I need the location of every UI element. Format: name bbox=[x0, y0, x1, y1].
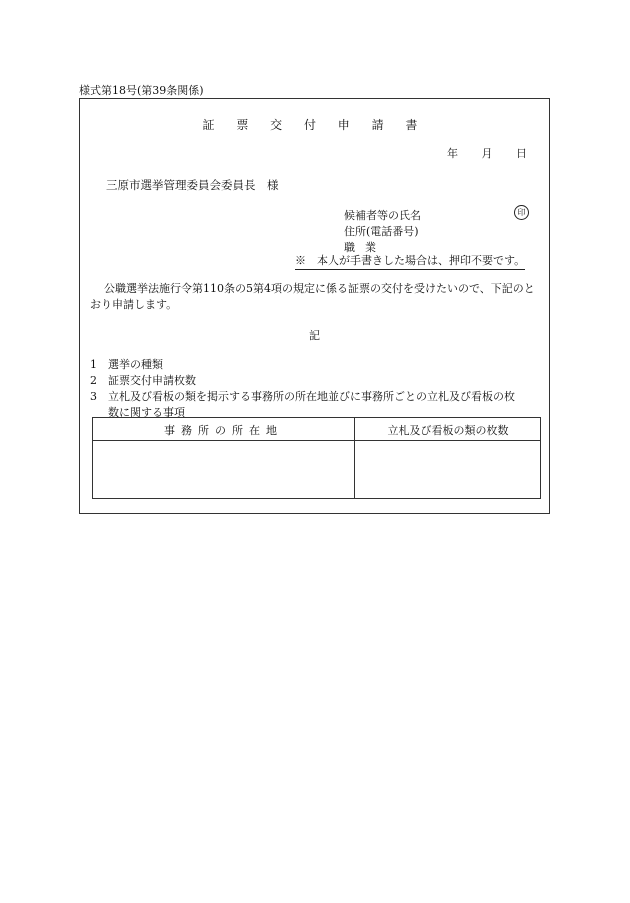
request-body: 公職選挙法施行令第110条の5第4項の規定に係る証票の交付を受けたいので、下記のとおり申請します。 bbox=[90, 282, 535, 311]
item-election-type: 1 選挙の種類 bbox=[90, 358, 163, 371]
date-year: 年 bbox=[447, 147, 458, 160]
item-number: 3 bbox=[90, 390, 97, 403]
table-header-rule bbox=[93, 440, 540, 441]
item-certificate-count: 2 証票交付申請枚数 bbox=[90, 374, 196, 387]
header-office-location: 事務所の所在地 bbox=[164, 424, 283, 437]
form-number: 様式第18号(第39条関係) bbox=[79, 84, 204, 97]
applicant-occupation-label: 職業 bbox=[344, 241, 386, 254]
form-title: 証 票 交 付 申 請 書 bbox=[202, 118, 427, 132]
seal-mark: 印 bbox=[514, 205, 529, 220]
date-month: 月 bbox=[481, 147, 493, 160]
form-frame bbox=[79, 98, 550, 514]
applicant-address-label: 住所(電話番号) bbox=[344, 225, 419, 238]
header-sign-count: 立札及び看板の類の枚数 bbox=[387, 424, 509, 437]
item-office-signs bbox=[90, 389, 515, 404]
item-office-signs-line2: 数に関する事項 bbox=[108, 406, 185, 419]
applicant-name-label: 候補者等の氏名 bbox=[344, 209, 421, 222]
ki-heading: 記 bbox=[309, 329, 320, 342]
item-office-signs-line1: 立札及び看板の類を掲示する事務所の所在地並びに事務所ごとの立札及び看板の枚 bbox=[108, 390, 515, 403]
addressee: 三原市選挙管理委員会委員長 様 bbox=[106, 178, 279, 192]
office-table bbox=[92, 417, 541, 499]
date-day: 日 bbox=[516, 147, 527, 160]
date-line bbox=[427, 145, 527, 161]
signature-note: ※ 本人が手書きした場合は、押印不要です。 bbox=[295, 252, 525, 270]
